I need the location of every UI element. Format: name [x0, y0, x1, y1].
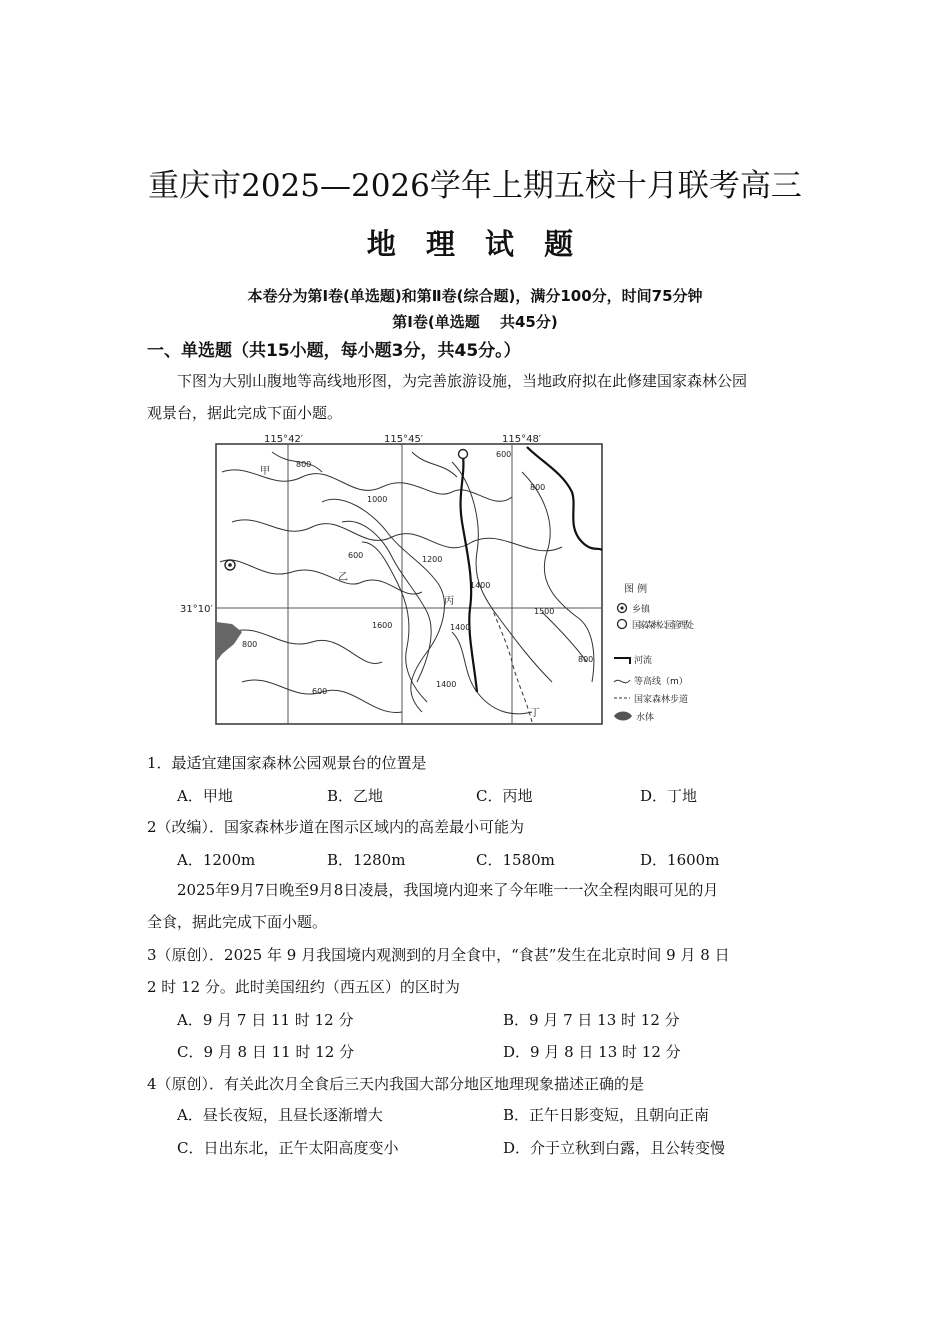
contour-label: 800 — [530, 483, 546, 492]
question-4-option: B．正午日影变短，且朝向正南 — [503, 1106, 710, 1124]
contour-label: 800 — [242, 640, 258, 649]
lat-label: 31°10′ — [180, 604, 213, 615]
park-office-symbol — [459, 450, 468, 459]
question-2-option: A．1200m — [177, 851, 256, 869]
contour-label: 800 — [296, 460, 312, 469]
question-2-stem: 2（改编）．国家森林步道在图示区域内的高差最小可能为 — [147, 818, 525, 836]
legend-item: 国家森林公园管理处 — [632, 621, 694, 631]
intro-paragraph-1 — [147, 365, 812, 429]
place-label-jia: 甲 — [260, 466, 270, 477]
legend-item: 等高线（m） — [634, 677, 688, 687]
legend-item: 国家森林步道 — [634, 695, 689, 705]
legend-contour-icon — [614, 680, 630, 683]
question-2-option: D．1600m — [640, 851, 720, 869]
legend-title: 图 例 — [624, 584, 648, 595]
legend-water-icon — [614, 712, 632, 721]
subject-title: 地 理 试 题 — [366, 227, 584, 261]
place-label-ding: 丁 — [530, 708, 540, 719]
question-1-option: A．甲地 — [177, 787, 233, 805]
contour-label: 600 — [312, 687, 328, 696]
intro-line: 2025年9月7日晚至9月8日凌晨，我国境内迎来了今年唯一一次全程肉眼可见的月 — [177, 881, 719, 899]
lon-label: 115°48′ — [502, 434, 542, 445]
contour-map — [180, 432, 702, 732]
intro-paragraph-2 — [147, 874, 812, 938]
question-3-option: C．9 月 8 日 11 时 12 分 — [177, 1043, 355, 1061]
contour-label: 1500 — [534, 607, 555, 616]
lon-label: 115°45′ — [384, 434, 424, 445]
part-one-heading: 第Ⅰ卷(单选题 共45分) — [392, 313, 558, 331]
question-2-option: C．1580m — [476, 851, 555, 869]
legend-item: 河流 — [634, 656, 653, 666]
question-1-option: B．乙地 — [327, 787, 384, 805]
intro-line: 全食，据此完成下面小题。 — [147, 913, 328, 931]
question-4-option: D．介于立秋到白露，且公转变慢 — [503, 1139, 726, 1157]
question-3-stem: 2 时 12 分。此时美国纽约（西五区）的区时为 — [147, 978, 460, 996]
legend-river-icon — [614, 658, 630, 664]
intro-line: 下图为大别山腹地等高线地形图，为完善旅游设施，当地政府拟在此修建国家森林公园 — [177, 372, 748, 390]
place-label-bing: 丙 — [444, 596, 454, 607]
question-4-stem: 4（原创）．有关此次月全食后三天内我国大部分地区地理现象描述正确的是 — [147, 1075, 645, 1093]
question-3-option: D．9 月 8 日 13 时 12 分 — [503, 1043, 681, 1061]
question-4-option: A．昼长夜短，且昼长逐渐增大 — [177, 1106, 383, 1124]
question-3-option: A．9 月 7 日 11 时 12 分 — [177, 1011, 354, 1029]
contour-map-figure — [180, 432, 702, 732]
question-3-stem: 3（原创）．2025 年 9 月我国境内观测到的月全食中，“食甚”发生在北京时间 9 月 8 日 — [147, 946, 730, 964]
lon-label: 115°42′ — [264, 434, 304, 445]
contour-label: 600 — [496, 450, 512, 459]
question-4-option: C．日出东北，正午太阳高度变小 — [177, 1139, 399, 1157]
page-title: 重庆市2025—2026学年上期五校十月联考高三 — [148, 168, 802, 204]
question-1-option: D．丁地 — [640, 787, 698, 805]
question-2-option: B．1280m — [327, 851, 406, 869]
contour-label: 1600 — [372, 621, 393, 630]
contour-label: 800 — [578, 655, 594, 664]
legend-office-icon — [618, 620, 627, 629]
place-label-yi: 乙 — [338, 572, 348, 583]
contour-label: 600 — [348, 551, 364, 560]
contour-label: 1200 — [422, 555, 443, 564]
contour-label: 1400 — [470, 581, 491, 590]
intro-line: 观景台，据此完成下面小题。 — [147, 404, 343, 422]
contour-label: 1400 — [436, 680, 457, 689]
section-heading: 一、单选题（共15小题，每小题3分，共45分。） — [147, 341, 521, 361]
contour-label: 1400 — [450, 623, 471, 632]
question-1-option: C．丙地 — [476, 787, 533, 805]
question-1-stem: 1．最适宜建国家森林公园观景台的位置是 — [147, 754, 427, 772]
legend-item: 乡镇 — [632, 605, 651, 615]
legend-item: 水体 — [636, 713, 655, 723]
exam-note: 本卷分为第Ⅰ卷(单选题)和第Ⅱ卷(综合题)，满分100分，时间75分钟 — [247, 287, 703, 305]
question-3-option: B．9 月 7 日 13 时 12 分 — [503, 1011, 680, 1029]
contour-label: 1000 — [367, 495, 388, 504]
